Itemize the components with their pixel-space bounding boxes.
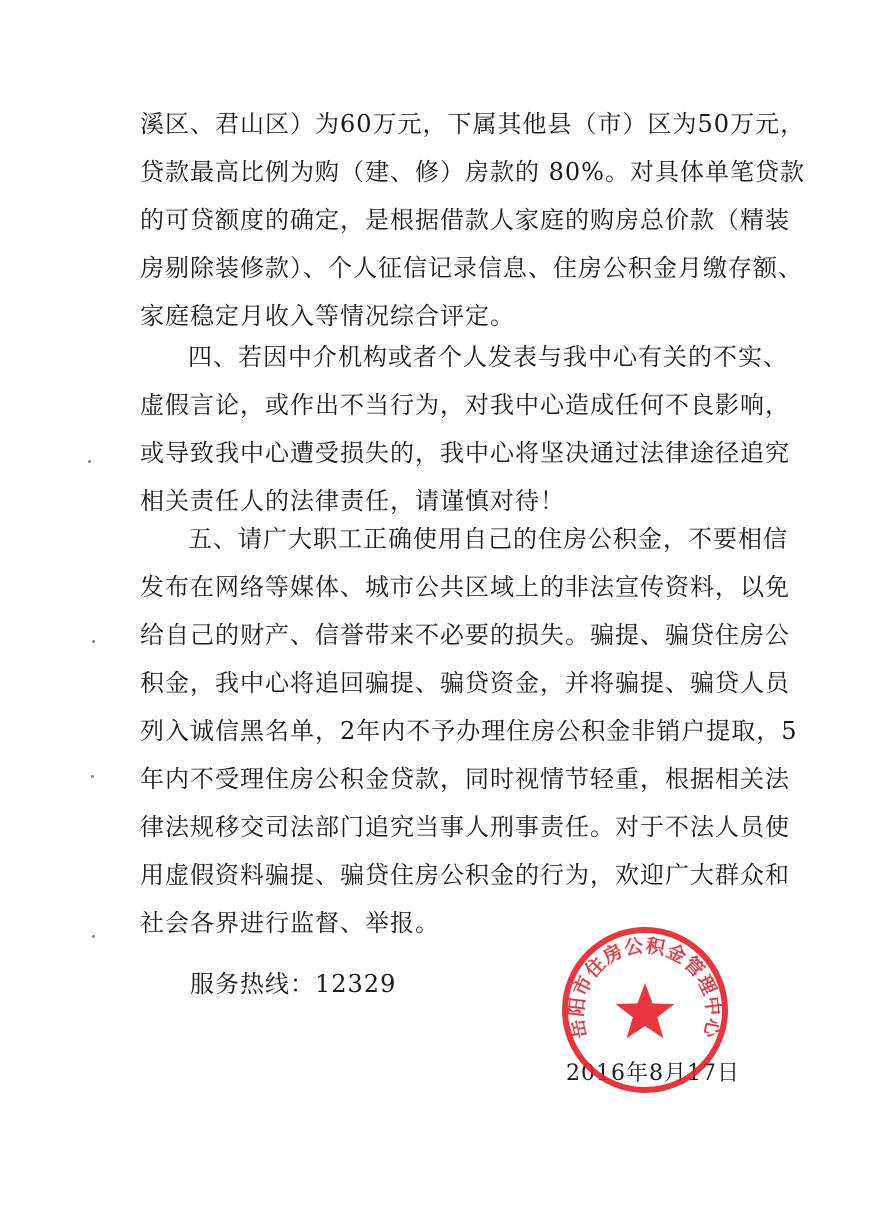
seal-star-icon [616,983,675,1038]
paragraph-loan-limits [140,100,806,340]
paragraph-line: 虚假言论，或作出不当行为，对我中心造成任何不良影响， [140,391,790,419]
paragraph-section-four [140,333,790,525]
service-hotline: 服务热线：12329 [190,970,397,998]
paragraph-line: 家庭稳定月收入等情况综合评定。 [140,302,515,330]
paragraph-line: 给自己的财产、信誉带来不必要的损失。骗提、骗贷住房公 [140,621,790,649]
paragraph-line: 的可贷额度的确定，是根据借款人家庭的购房总价款（精装 [140,206,790,234]
scan-speck [92,640,95,643]
paragraph-line: 相关责任人的法律责任，请谨慎对待！ [140,487,565,515]
paragraph-line: 或导致我中心遭受损失的，我中心将坚决通过法律途径追究 [140,439,790,467]
scan-speck [88,460,91,463]
scan-speck [91,775,94,778]
paragraph-line: 列入诚信黑名单，2年内不予办理住房公积金非销户提取，5 [140,717,798,745]
svg-text:岳阳市住房公积金管理中心: 岳阳市住房公积金管理中心 [565,934,725,1041]
paragraph-line: 房剔除装修款）、个人征信记录信息、住房公积金月缴存额、 [140,254,803,282]
paragraph-line: 律法规移交司法部门追究当事人刑事责任。对于不法人员使 [140,813,790,841]
paragraph-line: 社会各界进行监督、举报。 [140,909,440,937]
paragraph-line: 用虚假资料骗提、骗贷住房公积金的行为，欢迎广大群众和 [140,861,790,889]
paragraph-line: 四、若因中介机构或者个人发表与我中心有关的不实、 [188,343,788,371]
scan-speck [92,935,95,938]
paragraph-line: 积金，我中心将追回骗提、骗贷资金，并将骗提、骗贷人员 [140,669,790,697]
paragraph-line: 五、请广大职工正确使用自己的住房公积金，不要相信 [188,525,788,553]
paragraph-section-five [140,515,798,947]
paragraph-line: 年内不受理住房公积金贷款，同时视情节轻重，根据相关法 [140,765,790,793]
paragraph-line: 溪区、君山区）为60万元，下属其他县（市）区为50万元， [140,110,806,138]
official-seal-icon [560,925,730,1095]
paragraph-line: 发布在网络等媒体、城市公共区域上的非法宣传资料，以免 [140,573,790,601]
document-date: 2016年8月17日 [566,1061,740,1086]
paragraph-line: 贷款最高比例为购（建、修）房款的 80%。对具体单笔贷款 [140,158,805,186]
